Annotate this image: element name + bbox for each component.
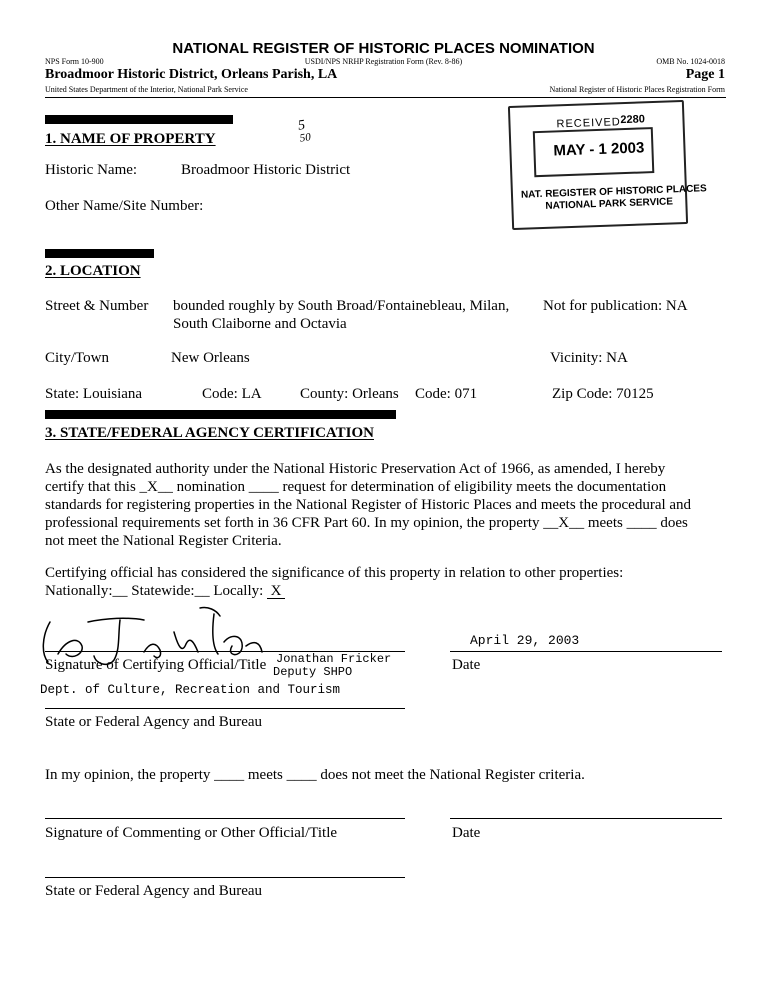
not-for-publication: Not for publication: NA (543, 298, 688, 314)
typed-name: Jonathan Fricker (276, 652, 392, 666)
statewide-field: Statewide:__ (131, 583, 210, 599)
agency-label: State or Federal Agency and Bureau (45, 714, 263, 730)
vicinity: Vicinity: NA (550, 350, 628, 366)
page-number: Page 1 (685, 67, 725, 82)
stamp-number: 2280 (620, 113, 646, 127)
date-line (450, 651, 722, 652)
state-code: Code: LA (202, 386, 262, 402)
nationally-field: Nationally:__ (45, 583, 128, 599)
section3-bar (45, 410, 396, 419)
certification-paragraph (45, 460, 691, 550)
street-line1: bounded roughly by South Broad/Fontainebleau, Milan, (173, 298, 510, 314)
locally-label: Locally: (213, 583, 264, 599)
paragraph-line: not meet the National Register Criteria. (45, 533, 282, 549)
section2-bar (45, 249, 154, 258)
form-name: National Register of Historic Places Registration Form (549, 85, 725, 94)
county-field: County: Orleans (300, 386, 399, 402)
form-number: NPS Form 10-900 (45, 57, 104, 66)
opinion-line: In my opinion, the property ____ meets ____ does not meet the National Register criteria. (45, 767, 585, 783)
stamp-line1: NAT. REGISTER OF HISTORIC PLACES (520, 183, 707, 201)
level-of-significance (45, 583, 285, 600)
stamp-received: RECEIVED (556, 116, 621, 131)
typed-title: Deputy SHPO (273, 665, 353, 679)
historic-name-value: Broadmoor Historic District (181, 162, 351, 178)
form-subtitle: USDI/NPS NRHP Registration Form (Rev. 8-86) (304, 57, 463, 66)
city-label: City/Town (45, 350, 109, 366)
agency-line (45, 708, 405, 709)
paragraph-line: standards for registering properties in the National Register of Historic Places and meets the procedural and (45, 497, 692, 513)
margin-note (297, 118, 312, 145)
district-title: Broadmoor Historic District, Orleans Parish, LA (45, 67, 338, 82)
margin-note-line2: 50 (299, 131, 312, 145)
street-label: Street & Number (45, 298, 149, 314)
margin-note-line1: 5 (297, 117, 307, 134)
signature2-line (45, 818, 405, 819)
signature-label: Signature of Certifying Official/Title (45, 657, 267, 673)
section3-title: 3. STATE/FEDERAL AGENCY CERTIFICATION (45, 425, 374, 441)
county-code: Code: 071 (415, 386, 478, 402)
locally-value: X (267, 584, 285, 599)
stamp-line2: NATIONAL PARK SERVICE (545, 196, 674, 212)
historic-name-label: Historic Name: (45, 162, 138, 178)
paragraph-line: certify that this _X__ nomination ____ request for determination of eligibility meets the documentation (45, 479, 667, 495)
zip-code: Zip Code: 70125 (552, 386, 654, 402)
section1-bar (45, 115, 233, 124)
section2-title: 2. LOCATION (45, 263, 141, 279)
agency2-line (45, 877, 405, 878)
significance-line: Certifying official has considered the significance of this property in relation to other properties: (45, 565, 624, 581)
main-title: NATIONAL REGISTER OF HISTORIC PLACES NOMINATION (172, 40, 595, 57)
paragraph-line: professional requirements set forth in 36 CFR Part 60. In my opinion, the property __X__ meets ____ does (45, 515, 688, 531)
section1-title: 1. NAME OF PROPERTY (45, 131, 216, 147)
received-stamp (508, 100, 707, 230)
street-line2: South Claiborne and Octavia (173, 316, 347, 332)
date2-line (450, 818, 722, 819)
typed-department: Dept. of Culture, Recreation and Tourism (40, 683, 341, 697)
other-name-label: Other Name/Site Number: (45, 198, 204, 214)
agency2-label: State or Federal Agency and Bureau (45, 883, 263, 899)
paragraph-line: As the designated authority under the National Historic Preservation Act of 1966, as amended, I hereby (45, 461, 666, 477)
dept-line: United States Department of the Interior, National Park Service (45, 85, 248, 94)
state-field: State: Louisiana (45, 386, 143, 402)
stamp-date: MAY - 1 2003 (553, 139, 645, 160)
omb-number: OMB No. 1024-0018 (656, 57, 725, 66)
header-rule (45, 97, 726, 98)
signature2-label: Signature of Commenting or Other Official/Title (45, 825, 338, 841)
typed-date: April 29, 2003 (470, 633, 580, 648)
date2-label: Date (452, 825, 481, 841)
date-label: Date (452, 657, 481, 673)
city-value: New Orleans (171, 350, 250, 366)
